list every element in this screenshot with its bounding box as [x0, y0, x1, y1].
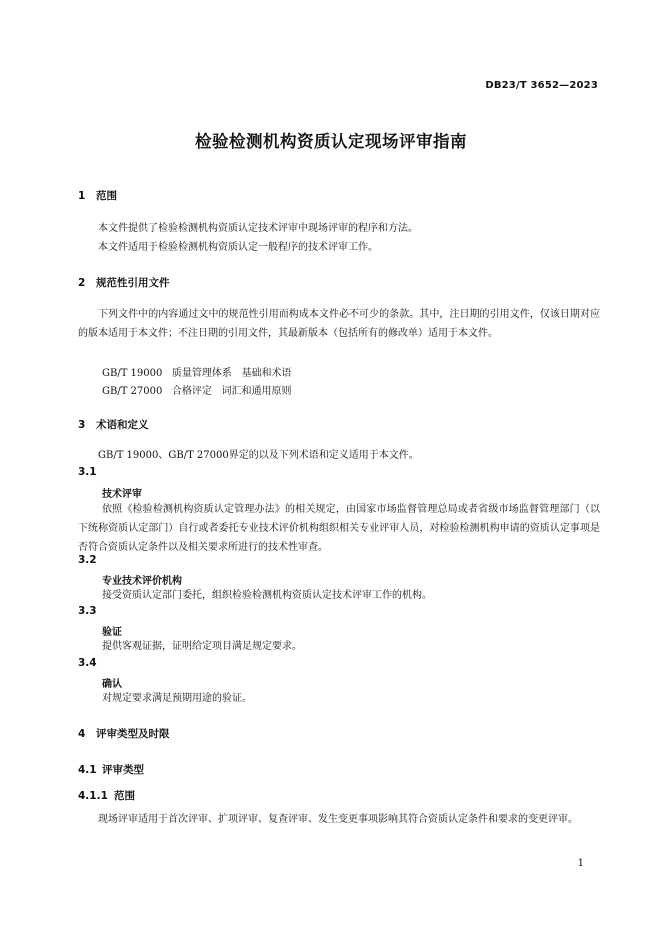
paragraph: 本文件适用于检验检测机构资质认定一般程序的技术评审工作。 [98, 242, 378, 253]
subsubsection-number: 4.1.1 [78, 790, 108, 802]
section-number: 3 [78, 419, 86, 431]
term-name: 确认 [102, 679, 122, 690]
subsection-number: 4.1 [78, 764, 97, 776]
normative-reference: GB/T 27000 合格评定 词汇和通用原则 [102, 386, 292, 397]
section-title: 规范性引用文件 [96, 277, 170, 289]
subsubsection-heading [78, 788, 135, 803]
section-number: 1 [78, 190, 86, 202]
term-definition: 对规定要求满足预期用途的验证。 [102, 693, 252, 704]
paragraph: 下列文件中的内容通过文中的规范性引用而构成本文件必不可少的条款。其中，注日期的引用文件，仅该日期对应的版本适用于本文件；不注日期的引用文件，其最新版本（包括所有的修改单）适用于本文件。 [78, 309, 600, 339]
section-title: 评审类型及时限 [96, 728, 170, 740]
term-name: 验证 [102, 627, 122, 638]
subsubsection-title: 范围 [114, 790, 135, 802]
section-title: 范围 [96, 190, 117, 202]
section-title: 术语和定义 [96, 419, 149, 431]
section-heading-1 [78, 188, 117, 203]
standard-code: DB23/T 3652—2023 [485, 80, 598, 91]
section-number: 2 [78, 277, 86, 289]
section-heading-2 [78, 275, 170, 290]
document-title: 检验检测机构资质认定现场评审指南 [195, 132, 467, 151]
paragraph: 本文件提供了检验检测机构资质认定技术评审中现场评审的程序和方法。 [98, 223, 418, 234]
paragraph: 现场评审适用于首次评审、扩项评审、复查评审、发生变更事项影响其符合资质认定条件和要求的变更评审。 [98, 814, 578, 825]
page-number: 1 [577, 858, 584, 869]
term-name: 技术评审 [102, 489, 142, 500]
term-number: 3.4 [78, 657, 97, 669]
section-heading-4 [78, 726, 170, 741]
term-name: 专业技术评价机构 [102, 576, 182, 587]
term-number: 3.3 [78, 605, 97, 617]
subsection-heading [78, 762, 144, 777]
subsection-title: 评审类型 [102, 764, 144, 776]
term-number: 3.1 [78, 466, 97, 478]
term-definition: 提供客观证据，证明给定项目满足规定要求。 [102, 641, 302, 652]
section-heading-3 [78, 417, 149, 432]
term-number: 3.2 [78, 554, 97, 566]
term-definition: 接受资质认定部门委托，组织检验检测机构资质认定技术评审工作的机构。 [102, 590, 432, 601]
term-definition: 依照《检验检测机构资质认定管理办法》的相关规定，由国家市场监督管理总局或者省级市场监督管理部门（以下统称资质认定部门）自行或者委托专业技术评价机构组织相关专业评审人员，对检验检测机构申请的资质认定事项是否符合资质认定条件以及相关要求所进行的技术性审查。 [78, 504, 600, 553]
section-number: 4 [78, 728, 86, 740]
paragraph: GB/T 19000、GB/T 27000界定的以及下列术语和定义适用于本文件。 [98, 450, 419, 461]
normative-reference: GB/T 19000 质量管理体系 基础和术语 [102, 368, 292, 379]
